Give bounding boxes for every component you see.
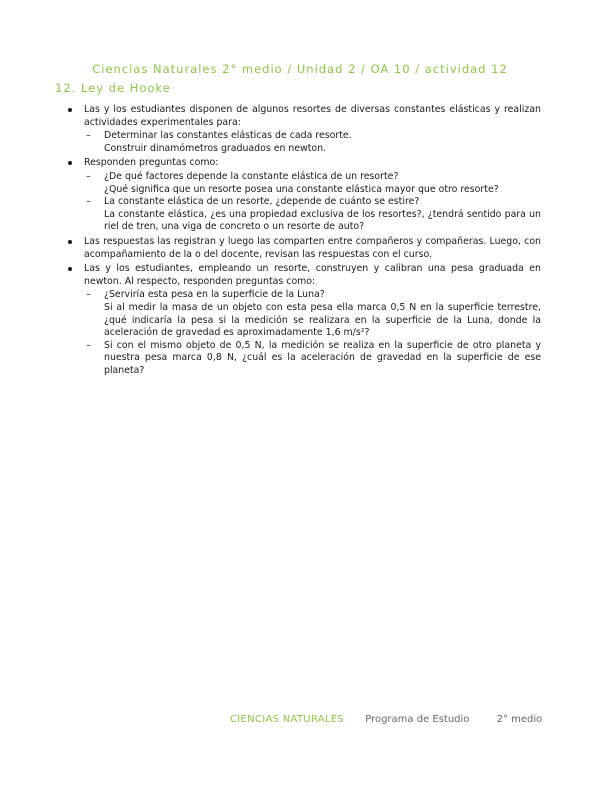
sub-item-text: Determinar las constantes elásticas de cada resorte. bbox=[104, 130, 352, 142]
sub-item-text: Construir dinamómetros graduados en newton. bbox=[104, 142, 327, 154]
dash-icon: – bbox=[86, 339, 91, 351]
bullet-icon bbox=[68, 267, 72, 271]
item-text: Las respuestas las registran y luego las comparten entre compañeros y compañeras. Luego, con acompañamiento de la o del docente, revisan las respuestas con el curso. bbox=[84, 235, 541, 260]
sub-item bbox=[84, 171, 541, 196]
sub-list bbox=[84, 289, 541, 377]
item-text: Las y los estudiantes, empleando un resorte, construyen y calibran una pesa graduada en newton. Al respecto, responden preguntas como: bbox=[84, 263, 541, 287]
dash-icon: – bbox=[86, 289, 91, 301]
sub-item-text: ¿De qué factores depende la constante elástica de un resorte? bbox=[104, 170, 399, 182]
sub-item bbox=[84, 340, 541, 378]
item-text: Las y los estudiantes disponen de algunos resortes de diversas constantes elásticas y realizan actividades experimentales para: bbox=[84, 104, 541, 128]
page-footer bbox=[230, 714, 542, 725]
sub-list bbox=[84, 130, 541, 155]
sub-item-text: ¿Qué significa que un resorte posea una constante elástica mayor que otro resorte? bbox=[104, 183, 499, 195]
dash-icon: – bbox=[86, 196, 91, 208]
sub-item bbox=[84, 130, 541, 155]
sub-list bbox=[84, 171, 541, 234]
section-title: 12. Ley de Hooke bbox=[55, 81, 171, 95]
sub-item bbox=[84, 289, 541, 339]
dash-icon: – bbox=[86, 170, 91, 182]
sub-item-text: La constante elástica de un resorte, ¿depende de cuánto se estire? bbox=[104, 196, 420, 208]
bullet-icon bbox=[68, 108, 72, 112]
sub-item-text: La constante elástica, ¿es una propiedad exclusiva de los resortes?, ¿tendrá sentido para un riel de tren, una viga de concreto o un resorte de auto? bbox=[104, 208, 541, 233]
page-header: Ciencias Naturales 2° medio / Unidad 2 / OA 10 / actividad 12 bbox=[92, 62, 508, 76]
bullet-icon bbox=[68, 240, 72, 244]
list-item bbox=[66, 263, 541, 377]
list-item bbox=[66, 157, 541, 234]
footer-program: Programa de Estudio bbox=[365, 714, 470, 725]
sub-item-text: ¿Serviría esta pesa en la superficie de la Luna? bbox=[104, 289, 325, 301]
activity-content bbox=[66, 104, 541, 379]
bullet-icon bbox=[68, 161, 72, 165]
sub-item-text: Si al medir la masa de un objeto con esta pesa ella marca 0,5 N en la superficie terrestre, ¿qué indicaría la pesa si la medición se realizara en la superficie de la Luna, donde la aceleración de gravedad es aproximadamente 1,6 m/s²? bbox=[104, 301, 541, 339]
footer-subject: CIENCIAS NATURALES bbox=[230, 714, 345, 725]
footer-grade: 2° medio bbox=[496, 714, 543, 725]
sub-item-text: Si con el mismo objeto de 0,5 N, la medición se realiza en la superficie de otro planeta y nuestra pesa marca 0,8 N, ¿cuál es la aceleración de gravedad en la superficie de ese planeta? bbox=[104, 339, 541, 376]
dash-icon: – bbox=[86, 130, 91, 142]
item-text: Responden preguntas como: bbox=[84, 157, 219, 169]
list-item bbox=[66, 236, 541, 261]
sub-item bbox=[84, 196, 541, 234]
list-item bbox=[66, 104, 541, 155]
